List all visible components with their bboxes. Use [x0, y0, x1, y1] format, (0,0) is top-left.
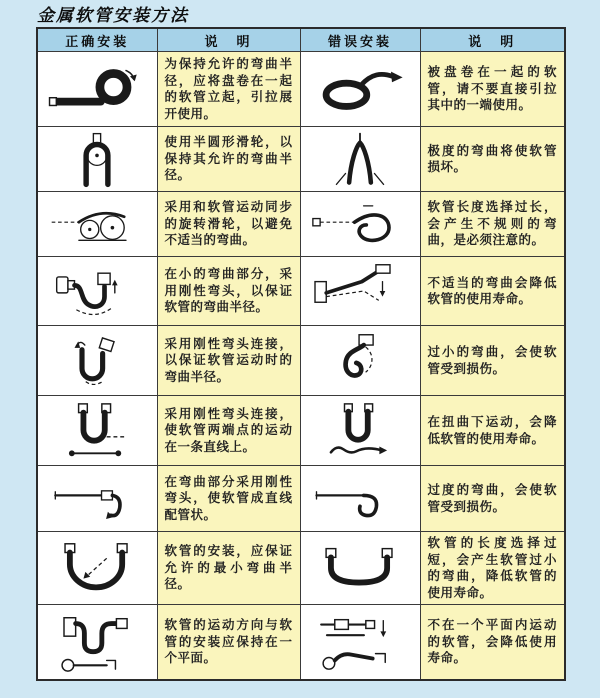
wrong-note: 极度的弯曲将使软管损坏。	[420, 127, 565, 192]
wrong-note: 过度的弯曲，会使软管受到损伤。	[420, 466, 565, 532]
correct-note: 为保持允许的弯曲半径，应将盘卷在一起的软管立起，引拉展开使用。	[157, 52, 300, 127]
wrong-illustration-cell	[300, 192, 420, 257]
table-row	[37, 127, 565, 192]
flat-coil-pulled-icon	[305, 58, 415, 120]
correct-note: 在小的弯曲部分，采用刚性弯头，以保证软管的弯曲半径。	[157, 257, 300, 326]
wrong-note: 被盘卷在一起的软管，请不要直接引拉其中的一端使用。	[420, 52, 565, 127]
header-note-left: 说 明	[157, 28, 300, 52]
correct-note: 软管的运动方向与软管的安装应保持在一个平面。	[157, 605, 300, 680]
header-wrong-install: 错误安装	[300, 28, 420, 52]
table-row	[37, 532, 565, 605]
rigid-elbow-small-bend-icon	[42, 261, 152, 321]
wrong-illustration-cell	[300, 466, 420, 532]
too-small-bend-icon	[305, 331, 415, 391]
correct-illustration-cell	[37, 396, 157, 466]
correct-illustration-cell	[37, 466, 157, 532]
non-planar-motion-icon	[305, 609, 415, 675]
correct-note: 采用刚性弯头连接，以保证软管运动时的弯曲半径。	[157, 326, 300, 396]
correct-note: 软管的安装，应保证允许的最小弯曲半径。	[157, 532, 300, 605]
wrong-illustration-cell	[300, 605, 420, 680]
twisted-motion-icon	[305, 400, 415, 462]
planar-motion-icon	[42, 609, 152, 675]
table-row	[37, 257, 565, 326]
over-bent-end-icon	[305, 470, 415, 528]
improper-sharp-bend-icon	[305, 261, 415, 321]
wrong-note: 在扭曲下运动，会降低软管的使用寿命。	[420, 396, 565, 466]
correct-illustration-cell	[37, 52, 157, 127]
wrong-illustration-cell	[300, 52, 420, 127]
wrong-note: 不适当的弯曲会降低软管的使用寿命。	[420, 257, 565, 326]
wrong-illustration-cell	[300, 127, 420, 192]
straight-run-elbow-icon	[42, 470, 152, 528]
correct-illustration-cell	[37, 257, 157, 326]
rigid-elbow-connection-icon	[42, 331, 152, 391]
minimum-bend-radius-icon	[42, 537, 152, 599]
wrong-note: 过小的弯曲，会使软管受到损伤。	[420, 326, 565, 396]
header-row	[37, 28, 565, 52]
header-correct-install: 正确安装	[37, 28, 157, 52]
table-row	[37, 605, 565, 680]
correct-note: 在弯曲部分采用刚性弯头，使软管成直线配管状。	[157, 466, 300, 532]
correct-illustration-cell	[37, 192, 157, 257]
wrong-illustration-cell	[300, 396, 420, 466]
wrong-note: 软管长度选择过长，会产生不规则的弯曲，是必须注意的。	[420, 192, 565, 257]
correct-note: 采用刚性弯头连接，使软管两端点的运动在一条直线上。	[157, 396, 300, 466]
correct-illustration-cell	[37, 326, 157, 396]
correct-illustration-cell	[37, 532, 157, 605]
table-row	[37, 192, 565, 257]
installation-table	[36, 27, 566, 681]
table-row	[37, 466, 565, 532]
rotating-pulleys-icon	[42, 195, 152, 253]
correct-illustration-cell	[37, 605, 157, 680]
irregular-loop-icon	[305, 195, 415, 253]
extreme-hairpin-bend-icon	[305, 130, 415, 188]
wrong-note: 软管的长度选择过短，会产生软管过小的弯曲，降低软管的使用寿命。	[420, 532, 565, 605]
wrong-illustration-cell	[300, 326, 420, 396]
correct-note: 使用半圆形滑轮，以保持其允许的弯曲半径。	[157, 127, 300, 192]
table-row	[37, 52, 565, 127]
correct-note: 采用和软管运动同步的旋转滑轮，以避免不适当的弯曲。	[157, 192, 300, 257]
semicircular-pulley-icon	[42, 130, 152, 188]
correct-illustration-cell	[37, 127, 157, 192]
wrong-illustration-cell	[300, 257, 420, 326]
wrong-note: 不在一个平面内运动的软管，会降低使用寿命。	[420, 605, 565, 680]
coiled-hose-stood-up-icon	[42, 58, 152, 120]
table-row	[37, 326, 565, 396]
table-row	[37, 396, 565, 466]
header-note-right: 说 明	[420, 28, 565, 52]
page-title: 金属软管安装方法	[37, 6, 189, 26]
straight-line-motion-icon	[42, 400, 152, 462]
wrong-illustration-cell	[300, 532, 420, 605]
too-short-hose-icon	[305, 537, 415, 599]
